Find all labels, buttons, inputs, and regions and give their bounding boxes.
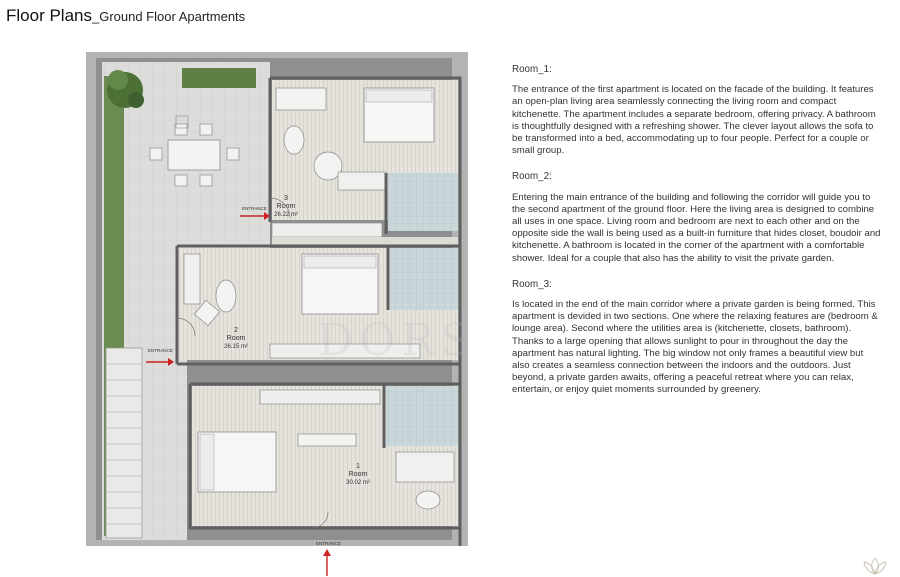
room-3-label: Room xyxy=(276,203,296,210)
entrance-middle-label: ENTRANCE xyxy=(148,348,173,353)
room-1-description xyxy=(512,64,882,157)
entrance-bottom-label: ENTRANCE xyxy=(316,541,341,546)
descriptions xyxy=(512,64,882,411)
page-title xyxy=(6,6,245,26)
room-2-description xyxy=(512,171,882,264)
room-3-text: Is located in the end of the main corridor where a private garden is being formed. This apartment is devided in two sections. One where the relaxing features are (bedroom & lounge area). Second where the utilities area is (kitchenette, closets, bathroom). Thanks to a large opening that allows sunlight to pour in throughout the day the apartment has natural lighting. The big window not only frames a beautiful view but also creates a seamless connection between the indoors and the outdoors. Just beyond, a private garden awaits, offering a peaceful retreat where you can relax, entertain, or enjoy quiet moments surrounded by greenery. xyxy=(512,299,878,396)
room-3-bathroom xyxy=(388,173,458,231)
room-2-bathroom xyxy=(390,248,458,310)
room-3-number: 3 xyxy=(284,195,288,202)
room-1-number: 1 xyxy=(356,463,360,470)
room-3-area: 26.22 m² xyxy=(274,212,298,218)
title-sub: _Ground Floor Apartments xyxy=(91,9,246,24)
entrance-bottom xyxy=(316,541,341,576)
green-planter-top xyxy=(182,68,256,88)
room-2-number: 2 xyxy=(234,327,238,334)
title-main: Floor Plans xyxy=(6,6,92,25)
room-1-label: Room xyxy=(348,471,368,478)
room-2-heading: Room_2: xyxy=(512,171,552,183)
room-3-description xyxy=(512,279,882,397)
room-3-heading: Room_3: xyxy=(512,278,552,290)
room-2-label: Room xyxy=(226,335,246,342)
room-2-area: 26.15 m² xyxy=(224,344,248,350)
stairs xyxy=(106,348,142,538)
room-1-text: The entrance of the first apartment is located on the facade of the building. It features an open-plan living area seamlessly connecting the living room and compact kitchenette. The apartment includes a separate bedroom, offering privacy. A bathroom is thoughtfully designed with a refreshing shower. The clever layout allows the sofa to be transformed into a bed, accommodating up to four people. Perfect for a couple or small group. xyxy=(512,84,876,157)
floor-plan xyxy=(80,48,482,577)
brand-logo-icon xyxy=(860,556,890,576)
room-2-text: Entering the main entrance of the building and following the corridor will guide you to the second apartment of the ground floor. Here the living area is designed to combine all uses in one space. Living room and bedroom are next to each other and on the opposite side the wall is being used as a built-in furniture that hides closet, boudoir and kitchenette. A bathroom is located in the corner of the apartment with a comfortable shower. Ideal for a couple that also has the ability to visit the private garden. xyxy=(512,191,881,264)
entrance-top-label: ENTRANCE xyxy=(242,206,267,211)
room-1-bathroom xyxy=(386,386,458,446)
watermark: DORS xyxy=(318,315,477,366)
room-1-heading: Room_1: xyxy=(512,64,552,75)
room-1-area: 30.02 m² xyxy=(346,480,370,486)
